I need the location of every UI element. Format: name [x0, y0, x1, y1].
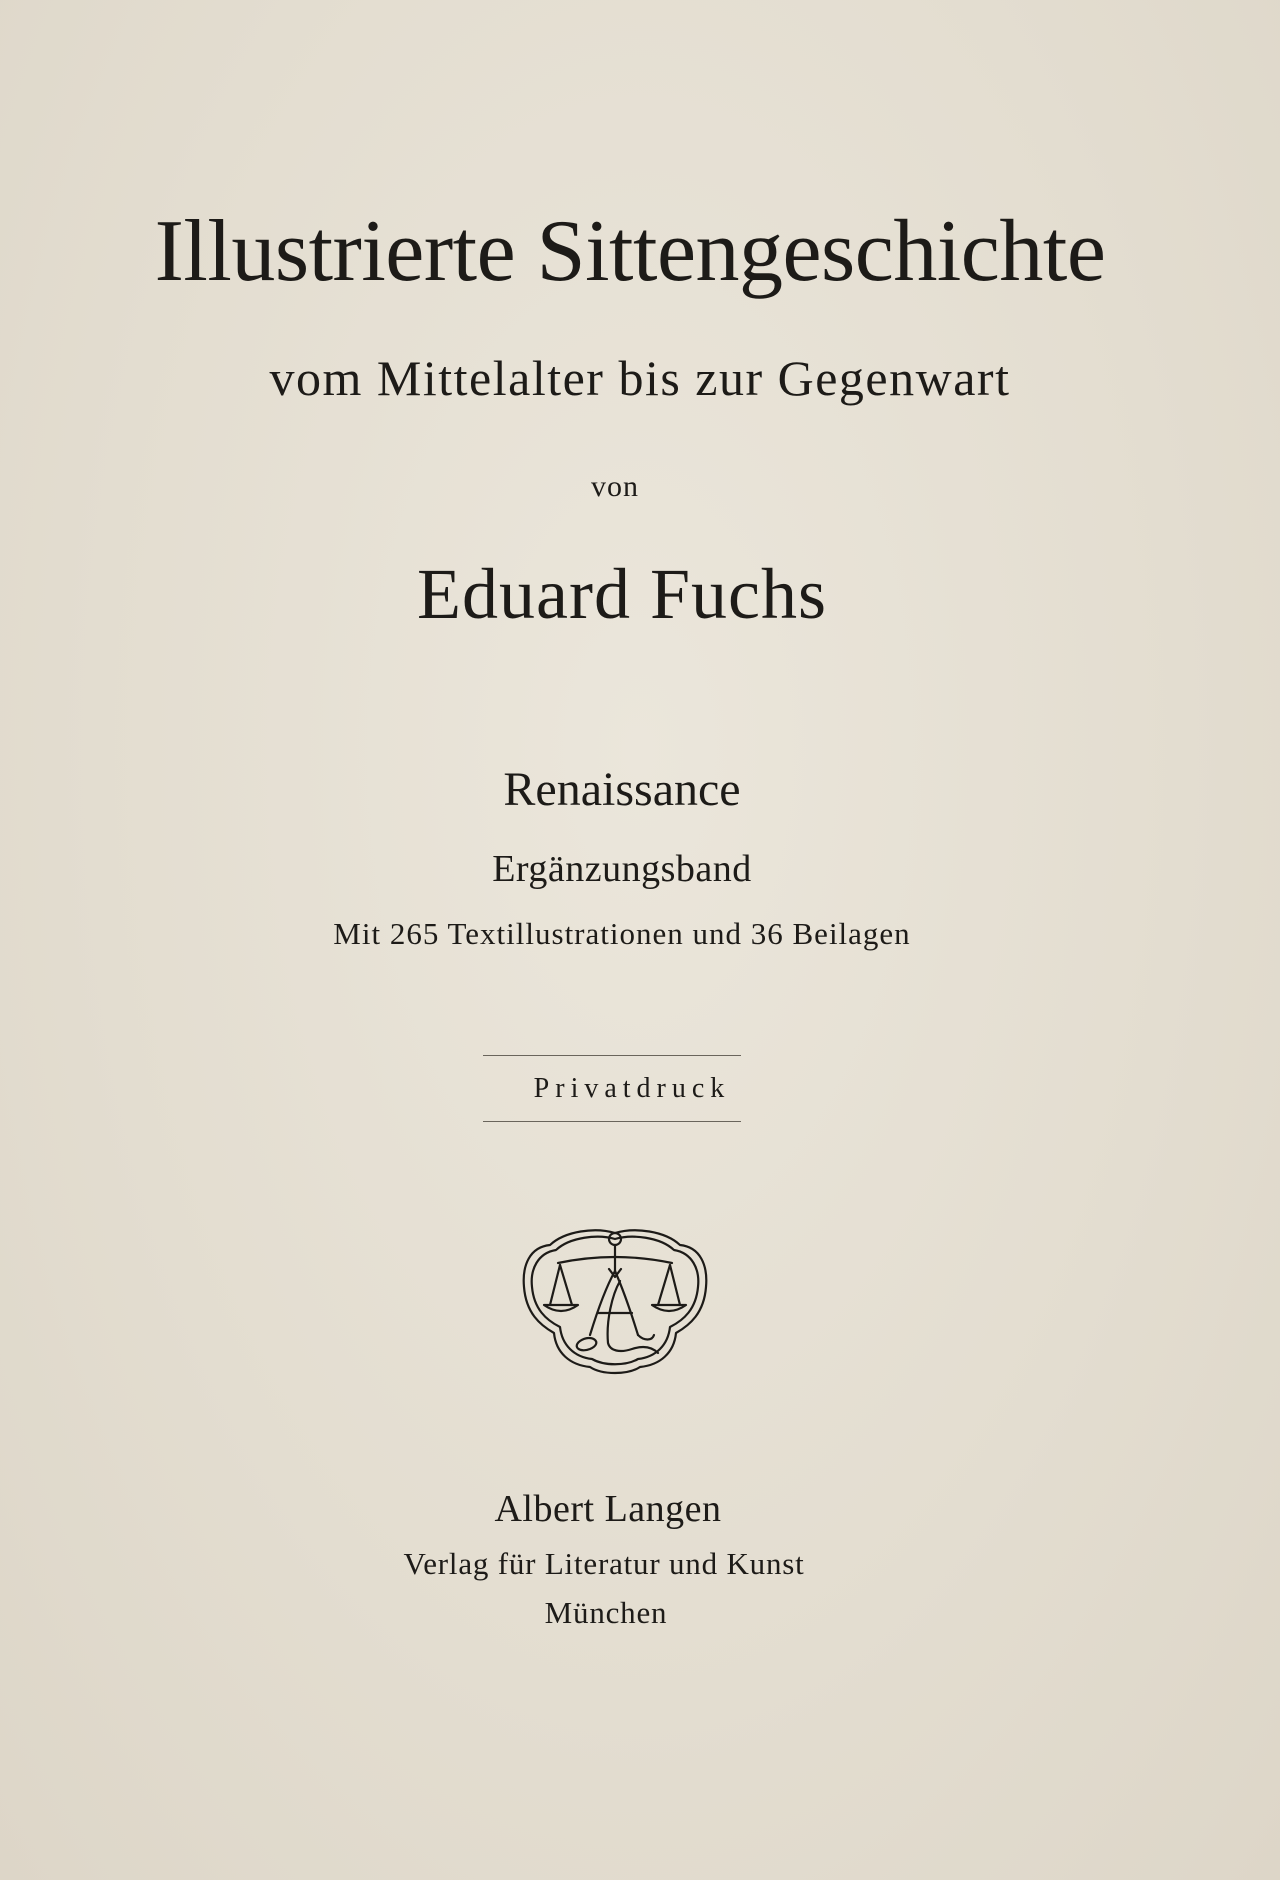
- publisher-city: München: [544, 1595, 668, 1630]
- edition-note: Privatdruck: [533, 1073, 731, 1104]
- author-name: Eduard Fuchs: [417, 554, 827, 634]
- volume-supplement: Ergänzungsband: [492, 848, 752, 890]
- publisher-emblem-scales-icon: [520, 1225, 710, 1385]
- divider-bottom: [483, 1121, 741, 1122]
- book-subtitle: vom Mittelalter bis zur Gegenwart: [269, 350, 1011, 406]
- illustrations-note: Mit 265 Textillustrationen und 36 Beilagen: [333, 916, 911, 951]
- publisher-name: Albert Langen: [494, 1488, 722, 1530]
- author-preposition: von: [591, 470, 639, 503]
- volume-title: Renaissance: [503, 763, 741, 816]
- divider-top: [483, 1055, 741, 1056]
- publisher-imprint: Verlag für Literatur und Kunst: [403, 1546, 805, 1581]
- book-title: Illustrierte Sittengeschichte: [154, 203, 1106, 300]
